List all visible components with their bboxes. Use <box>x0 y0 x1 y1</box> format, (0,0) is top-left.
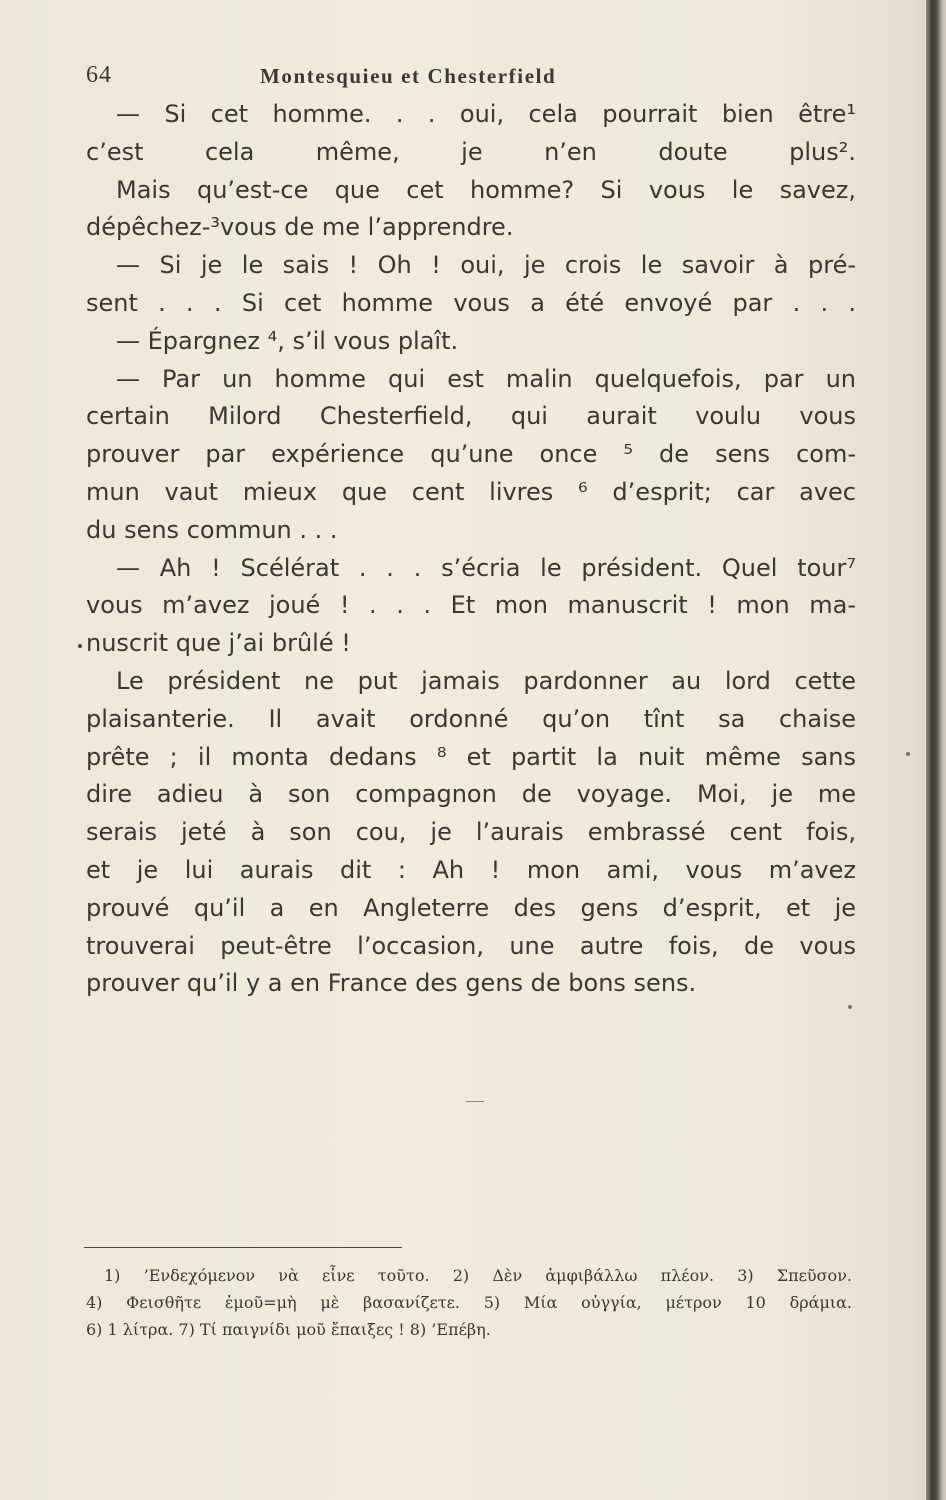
page-binding-edge <box>926 0 946 1500</box>
text-line: c’est cela même, je n’en doute plus². <box>86 137 856 166</box>
text-line: trouverai peut-être l’occasion, une autre fois, de vous <box>86 931 856 960</box>
text-line: — Ah ! Scélérat . . . s’écria le président. Quel tour⁷ <box>116 553 856 582</box>
text-line: — Épargnez ⁴, s’il vous plaît. <box>116 326 459 355</box>
page-header <box>86 62 846 90</box>
footnote-line: 1) ’Ενδεχόμενον νὰ εἶνε τοῦτο. 2) Δὲν ἀμφιβάλλω πλέον. 3) Σπεῦσον. <box>104 1266 852 1285</box>
text-line: Mais qu’est-ce que cet homme? Si vous le savez, <box>116 175 856 204</box>
text-line: serais jeté à son cou, je l’aurais embrassé cent fois, <box>86 818 856 847</box>
text-line: prouver par expérience qu’une once ⁵ de sens com- <box>86 440 856 469</box>
text-line: — Si cet homme. . . oui, cela pourrait bien être¹ <box>116 100 856 128</box>
text-line: — Si je le sais ! Oh ! oui, je crois le savoir à pré- <box>116 251 856 280</box>
margin-mark <box>78 644 82 648</box>
footnote-rule <box>84 1247 402 1248</box>
text-line: prouver qu’il y a en France des gens de bons sens. <box>86 969 697 998</box>
text-line: du sens commun . . . <box>86 515 338 544</box>
text-line: prouvé qu’il a en Angleterre des gens d’esprit, et je <box>86 893 856 922</box>
main-text <box>86 96 856 1003</box>
text-line: vous m’avez joué ! . . . Et mon manuscrit ! mon ma- <box>86 591 856 620</box>
running-title: Montesquieu et Chesterfield <box>260 64 557 88</box>
text-line: mun vaut mieux que cent livres ⁶ d’esprit; car avec <box>86 477 856 506</box>
text-line: dépêchez-³vous de me l’apprendre. <box>86 213 514 242</box>
footnotes <box>86 1262 852 1343</box>
text-line: Le président ne put jamais pardonner au lord cette <box>116 666 856 695</box>
text-line: prête ; il monta dedans ⁸ et partit la nuit même sans <box>86 742 856 771</box>
text-line: certain Milord Chesterfield, qui aurait voulu vous <box>86 402 856 431</box>
text-line: — Par un homme qui est malin quelquefois, par un <box>116 364 856 393</box>
text-line: nuscrit que j’ai brûlé ! <box>86 629 351 658</box>
text-line: dire adieu à son compagnon de voyage. Moi, je me <box>86 780 856 809</box>
text-line: sent . . . Si cet homme vous a été envoyé par . . . <box>86 288 856 317</box>
text-line: plaisanterie. Il avait ordonné qu’on tînt sa chaise <box>86 704 856 733</box>
page-number: 64 <box>86 62 112 88</box>
page-mark <box>466 1101 484 1102</box>
paper-speck <box>906 752 910 756</box>
text-line: et je lui aurais dit : Ah ! mon ami, vous m’avez <box>86 855 856 884</box>
paper-speck <box>848 1005 852 1009</box>
footnote-line: 6) 1 λίτρα. 7) Τί παιγνίδι μοῦ ἔπαιξες ! 8) ’Επέβη. <box>86 1320 491 1339</box>
footnote-line: 4) Φεισθῆτε ἐμοῦ=μὴ μὲ βασανίζετε. 5) Μία οὐγγία, μέτρον 10 δράμια. <box>86 1293 852 1312</box>
